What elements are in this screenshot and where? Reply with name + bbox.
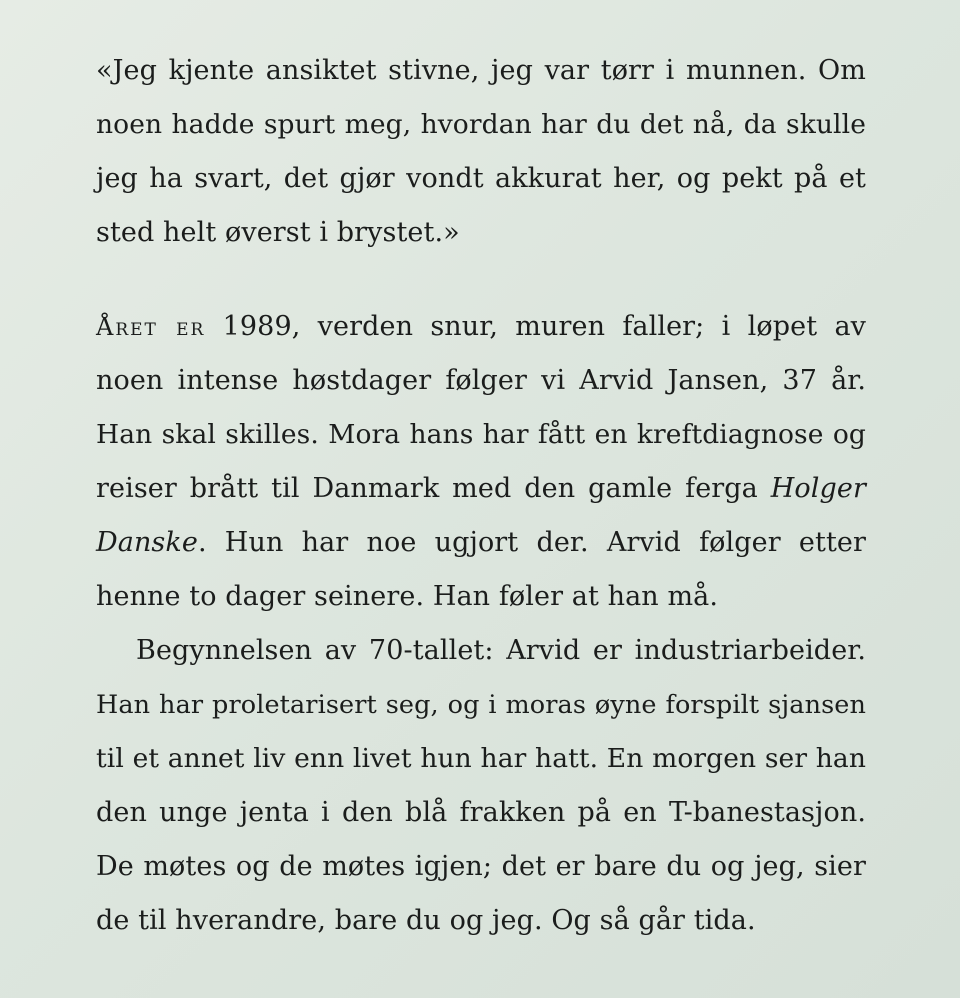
paragraph-2 xyxy=(96,624,866,948)
ferry-name-part-1: Holger xyxy=(770,473,866,504)
quote-line-1: «Jeg kjente ansiktet stivne, jeg var tørr i munnen. Om xyxy=(96,55,866,86)
paragraph-2-line-6: de til hverandre, bare du og jeg. Og så går tida. xyxy=(96,905,756,936)
paragraph-1-line-5 xyxy=(96,516,866,570)
paragraph-2-line-2: Han har proletarisert seg, og i moras øyne forspilt sjansen xyxy=(96,690,866,720)
small-caps-lead: Året er xyxy=(96,313,206,341)
ferry-name-part-2: Danske xyxy=(96,527,198,558)
paragraph-2-line-1: Begynnelsen av 70-tallet: Arvid er industriarbeider. xyxy=(136,635,866,666)
paragraph-1-line-4-text: reiser brått til Danmark med den gamle ferga xyxy=(96,473,771,504)
paragraph-1-line-3: Han skal skilles. Mora hans har fått en kreftdiagnose og xyxy=(96,419,866,450)
paragraph-1-line-1-text: 1989, verden snur, muren faller; i løpet av xyxy=(205,311,867,342)
paragraph-1 xyxy=(96,300,866,624)
paragraph-1-line-2: noen intense høstdager følger vi Arvid Jansen, 37 år. xyxy=(96,365,866,396)
section-gap xyxy=(96,260,866,300)
blurb-text xyxy=(96,44,866,948)
paragraph-2-line-3: til et annet liv enn livet hun har hatt. En morgen ser han xyxy=(96,743,866,774)
quote-line-2: noen hadde spurt meg, hvordan har du det nå, da skulle xyxy=(96,109,866,140)
quote-line-3: jeg ha svart, det gjør vondt akkurat her, og pekt på et xyxy=(96,163,866,194)
paragraph-2-line-5: De møtes og de møtes igjen; det er bare du og jeg, sier xyxy=(96,851,866,882)
paragraph-1-line-6: henne to dager seinere. Han føler at han må. xyxy=(96,581,719,612)
opening-quote xyxy=(96,44,866,260)
paragraph-2-line-4: den unge jenta i den blå frakken på en T-banestasjon. xyxy=(96,797,866,828)
quote-line-4: sted helt øverst i brystet.» xyxy=(96,217,460,248)
paragraph-1-line-1 xyxy=(96,300,866,354)
paragraph-1-line-4 xyxy=(96,462,866,516)
paragraph-1-line-5-text: . Hun har noe ugjort der. Arvid følger etter xyxy=(197,527,866,558)
